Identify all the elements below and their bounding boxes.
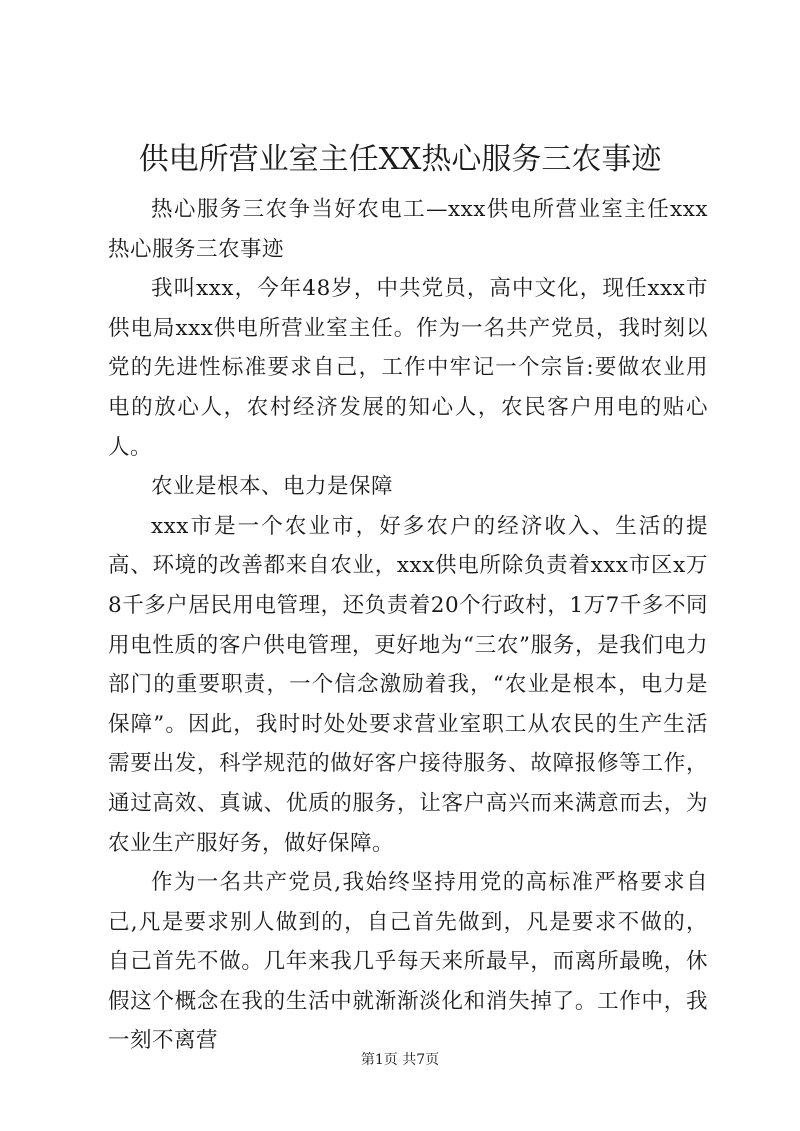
paragraph-party-member: 作为一名共产党员,我始终坚持用党的高标准严格要求自己,凡是要求别人做到的，自己首先做到，凡是要求不做的，自己首先不做。几年来我几乎每天来所最早，而离所最晚，休假这个概念在我的生活中就渐渐淡化和消失掉了。工作中，我一刻不离营 bbox=[108, 870, 708, 1054]
document-body bbox=[108, 190, 708, 1061]
paragraph-subtitle: 热心服务三农争当好农电工—xxx供电所营业室主任xxx热心服务三农事迹 bbox=[108, 197, 708, 262]
paragraph-agriculture: xxx市是一个农业市，好多农户的经济收入、生活的提高、环境的改善都来自农业，xxx供电所除负责着xxx市区x万8千多户居民用电管理，还负责着20个行政村，1万7千多不同用电性质的客户供电管理，更好地为“三农”服务，是我们电力部门的重要职责，一个信念激励着我，“农业是根本，电力是保障”。因此，我时时处处要求营业室职工从农民的生产生活需要出发，科学规范的做好客户接待服务、故障报修等工作，通过高效、真诚、优质的服务，让客户高兴而来满意而去，为农业生产服好务，做好保障。 bbox=[108, 513, 708, 856]
paragraph-introduction: 我叫xxx，今年48岁，中共党员，高中文化，现任xxx市供电局xxx供电所营业室主任。作为一名共产党员，我时刻以党的先进性标准要求自己，工作中牢记一个宗旨:要做农业用电的放心人，农村经济发展的知心人，农民客户用电的贴心人。 bbox=[108, 276, 708, 460]
page-footer: 第1页 共7页 bbox=[360, 1052, 440, 1068]
document-title: 供电所营业室主任XX热心服务三农事迹 bbox=[138, 142, 662, 177]
paragraph-section-heading: 农业是根本、电力是保障 bbox=[151, 474, 394, 500]
